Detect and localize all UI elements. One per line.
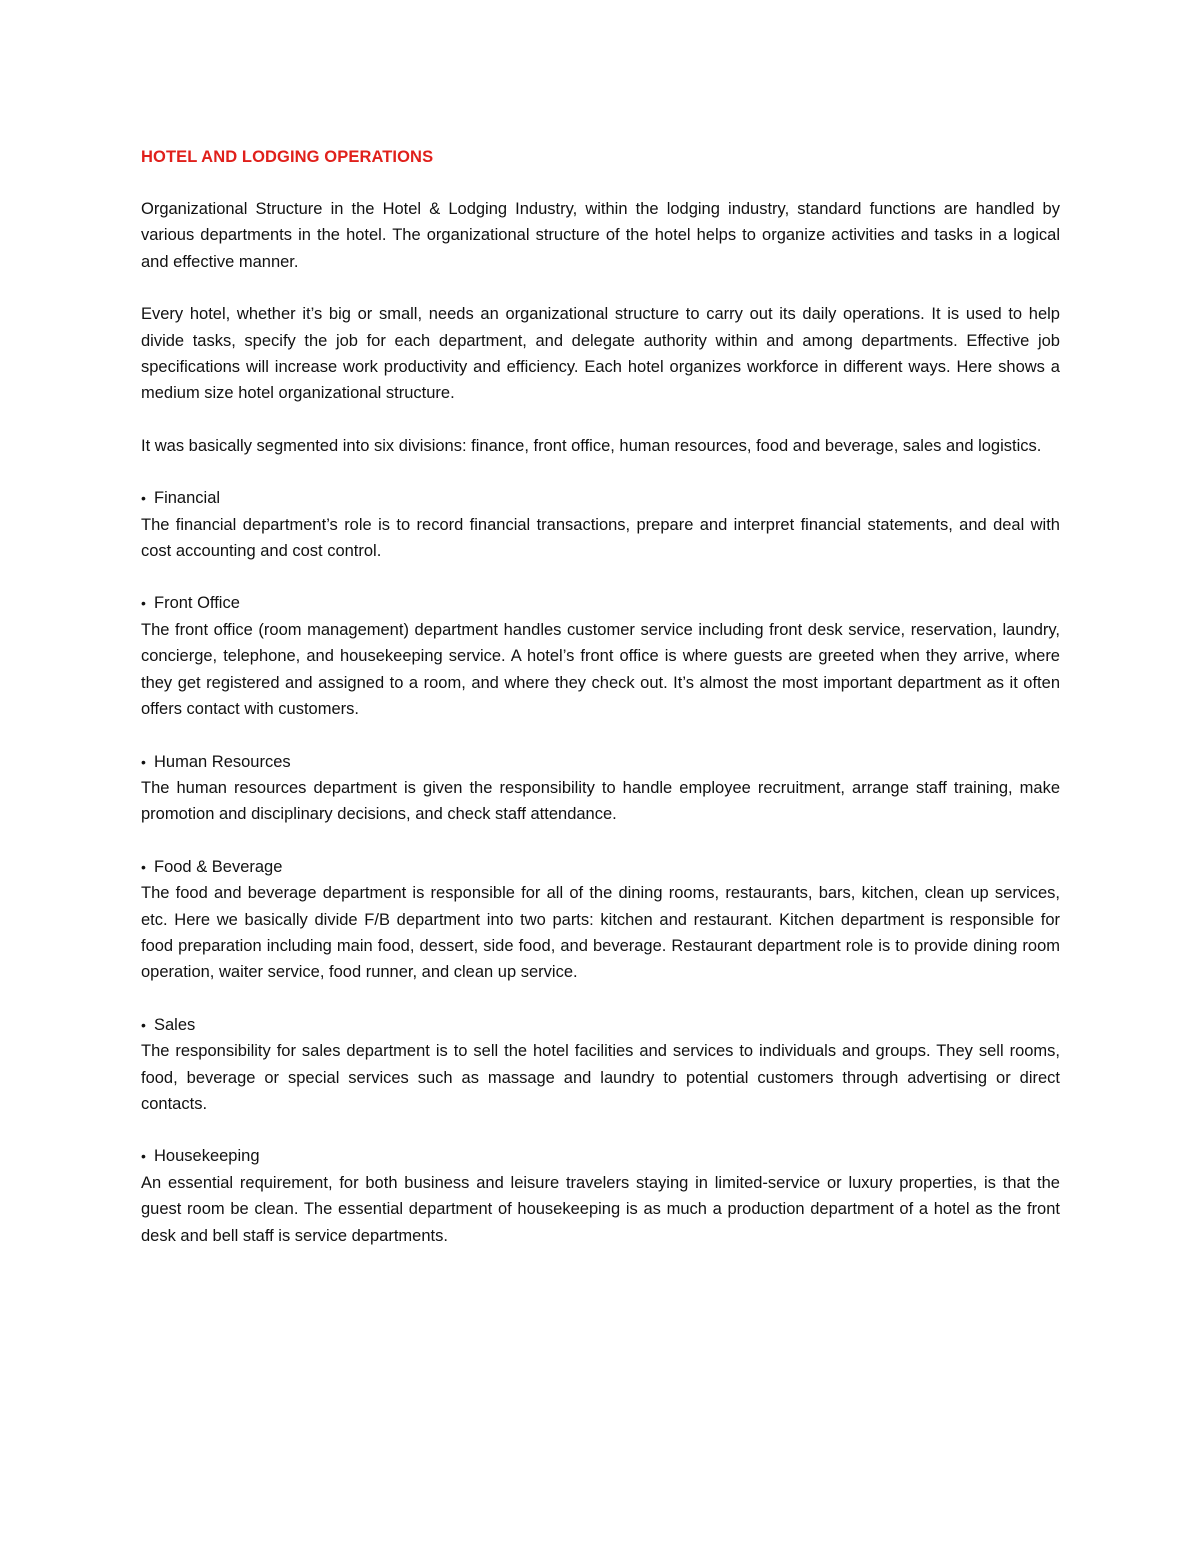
section-sales bbox=[141, 1012, 1060, 1118]
section-heading-label: Front Office bbox=[154, 594, 240, 613]
section-food-beverage bbox=[141, 854, 1060, 986]
section-heading-label: Housekeeping bbox=[154, 1147, 260, 1166]
bullet-icon: • bbox=[141, 490, 146, 507]
section-heading bbox=[141, 590, 1060, 616]
section-body: The financial department’s role is to record financial transactions, prepare and interpret financial statements, and deal with cost accounting and cost control. bbox=[141, 515, 1060, 561]
section-heading bbox=[141, 854, 1060, 880]
section-heading bbox=[141, 1012, 1060, 1038]
section-heading bbox=[141, 1143, 1060, 1169]
bullet-icon: • bbox=[141, 1016, 146, 1033]
section-front-office bbox=[141, 590, 1060, 722]
bullet-icon: • bbox=[141, 858, 146, 875]
section-heading bbox=[141, 749, 1060, 775]
section-body: The human resources department is given the responsibility to handle employee recruitment, arrange staff training, make promotion and disciplinary decisions, and check staff attendance. bbox=[141, 778, 1060, 824]
section-heading-label: Human Resources bbox=[154, 752, 291, 771]
section-body: The food and beverage department is responsible for all of the dining rooms, restaurants, bars, kitchen, clean up services, etc. Here we basically divide F/B department into two parts: kitchen and restaurant. Kitchen department is responsible for food preparation including main food, dessert, side food, and beverage. Restaurant department role is to provide dining room operation, waiter service, food runner, and clean up service. bbox=[141, 884, 1060, 982]
section-human-resources bbox=[141, 749, 1060, 828]
section-financial bbox=[141, 485, 1060, 564]
structure-paragraph: Every hotel, whether it’s big or small, needs an organizational structure to carry out its daily operations. It is used to help divide tasks, specify the job for each department, and delegate authority within and among departments. Effective job specifications will increase work productivity and efficiency. Each hotel organizes workforce in different ways. Here shows a medium size hotel organizational structure. bbox=[141, 305, 1060, 403]
bullet-icon: • bbox=[141, 753, 146, 770]
document-title: HOTEL AND LODGING OPERATIONS bbox=[141, 148, 434, 166]
section-heading-label: Financial bbox=[154, 489, 221, 508]
section-heading-label: Sales bbox=[154, 1015, 196, 1034]
section-body: The responsibility for sales department is to sell the hotel facilities and services to individuals and groups. They sell rooms, food, beverage or special services such as massage and laundry to potential customers through advertising or direct contacts. bbox=[141, 1042, 1060, 1113]
section-heading-label: Food & Beverage bbox=[154, 857, 283, 876]
intro-paragraph: Organizational Structure in the Hotel & Lodging Industry, within the lodging industry, standard functions are handled by various departments in the hotel. The organizational structure of the hotel helps to organize activities and tasks in a logical and effective manner. bbox=[141, 200, 1060, 271]
bullet-icon: • bbox=[141, 1148, 146, 1165]
section-housekeeping bbox=[141, 1143, 1060, 1249]
section-body: An essential requirement, for both business and leisure travelers staying in limited-service or luxury properties, is that the guest room be clean. The essential department of housekeeping is as much a production department of a hotel as the front desk and bell staff is service departments. bbox=[141, 1173, 1060, 1245]
section-heading bbox=[141, 485, 1060, 511]
divisions-paragraph: It was basically segmented into six divisions: finance, front office, human resources, food and beverage, sales and logistics. bbox=[141, 436, 1042, 455]
section-body: The front office (room management) department handles customer service including front desk service, reservation, laundry, concierge, telephone, and housekeeping service. A hotel’s front office is where guests are greeted when they arrive, where they get registered and assigned to a room, and where they check out. It’s almost the most important department as it often offers contact with customers. bbox=[141, 620, 1060, 719]
bullet-icon: • bbox=[141, 595, 146, 612]
